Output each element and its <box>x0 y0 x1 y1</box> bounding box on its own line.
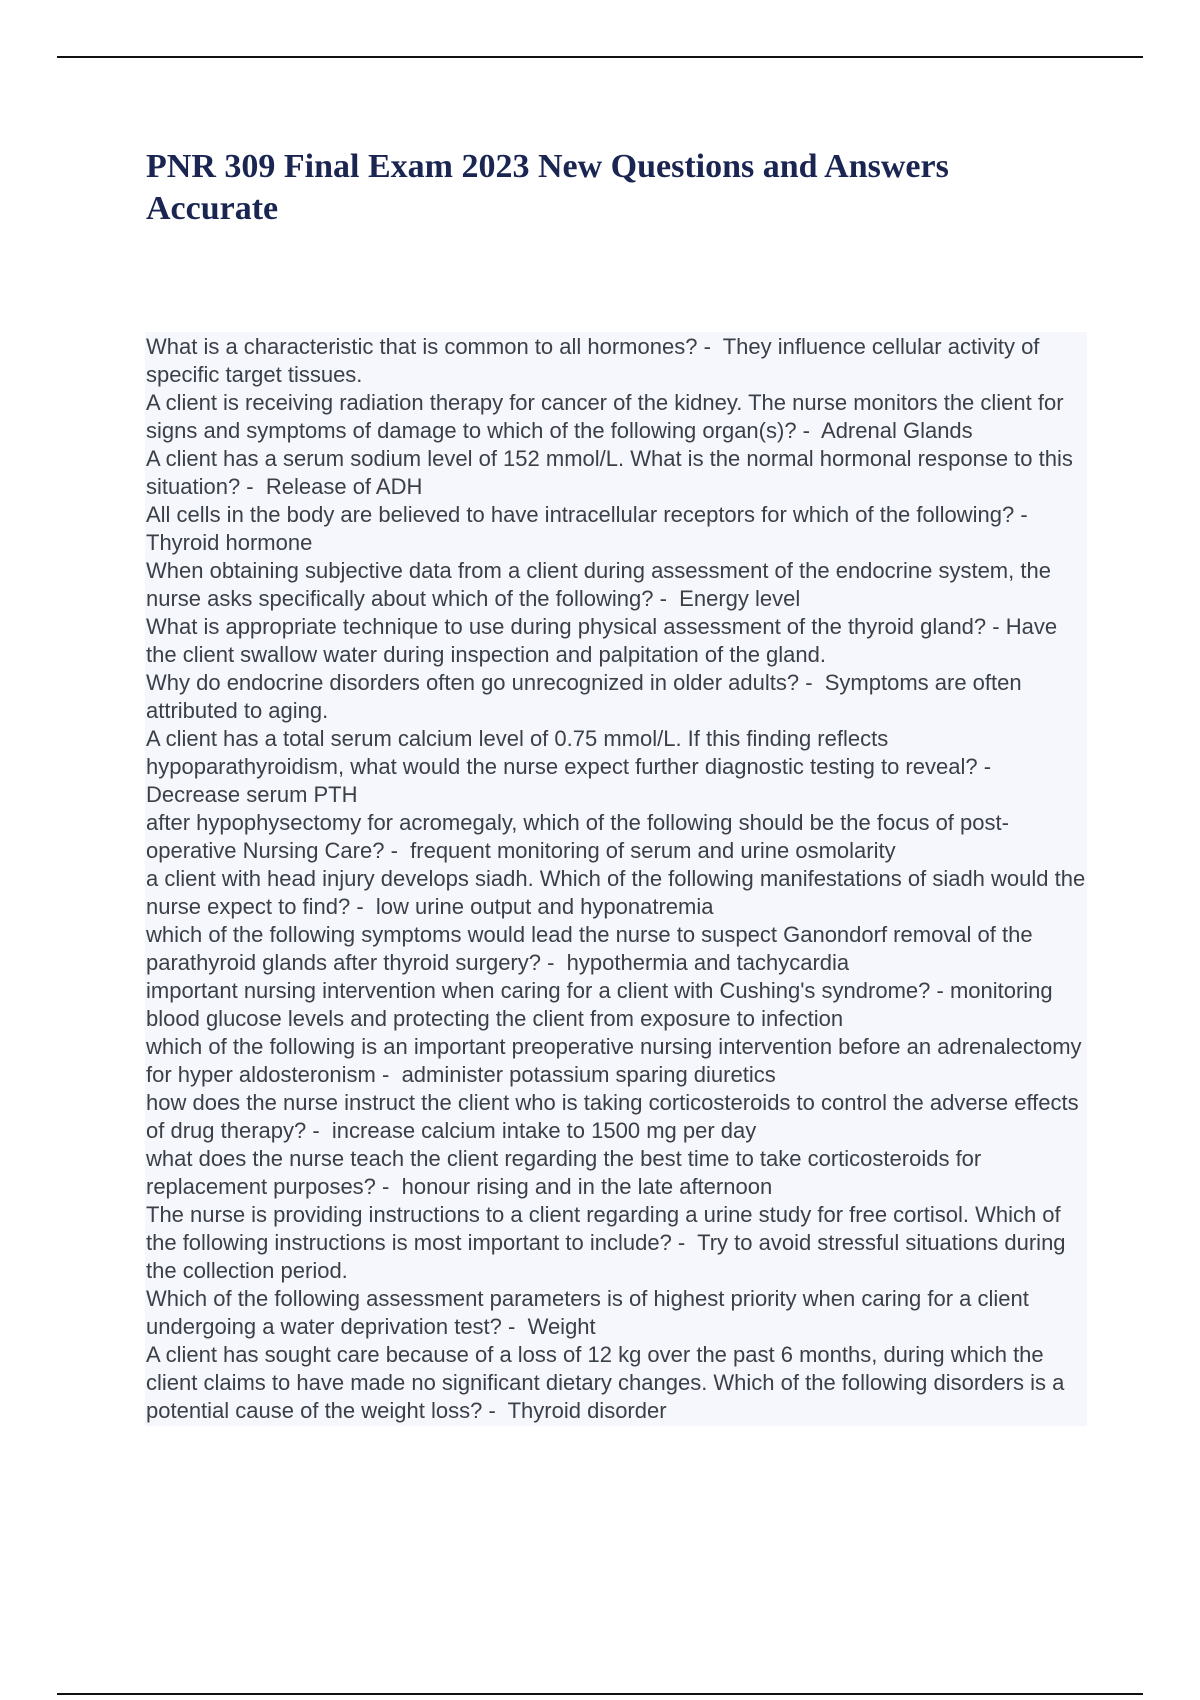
answer-text: Thyroid disorder <box>507 1398 667 1423</box>
qa-item: A client has a serum sodium level of 152 mmol/L. What is the normal hormonal response to this situation? - Release of ADH <box>146 445 1086 501</box>
qa-item: What is appropriate technique to use during physical assessment of the thyroid gland? - Have the client swallow water during inspection and palpitation of the gland. <box>146 613 1086 669</box>
qa-item: Which of the following assessment parameters is of highest priority when caring for a client undergoing a water deprivation test? - Weight <box>146 1285 1086 1341</box>
qa-item: a client with head injury develops siadh. Which of the following manifestations of siadh would the nurse expect to find? - low urine output and hyponatremia <box>146 866 1086 919</box>
qa-item: A client has sought care because of a loss of 12 kg over the past 6 months, during which the client claims to have made no significant dietary changes. Which of the following disorders is a potential cause of the weight loss? - Thyroid disorder <box>146 1341 1086 1425</box>
qa-item: how does the nurse instruct the client who is taking corticosteroids to control the adverse effects of drug therapy? - increase calcium intake to 1500 mg per day <box>146 1089 1086 1145</box>
answer-text: Symptoms are often attributed to aging. <box>146 670 1022 723</box>
question-text: after hypophysectomy for acromegaly, which of the following should be the focus of post-operative Nursing Care? <box>146 810 1009 863</box>
question-text: A client has a total serum calcium level of 0.75 mmol/L. If this finding reflects hypoparathyroidism, what would the nurse expect further diagnostic testing to reveal? <box>146 726 978 779</box>
top-divider <box>57 56 1143 58</box>
qa-item: Why do endocrine disorders often go unrecognized in older adults? - Symptoms are often attributed to aging. <box>146 669 1086 725</box>
question-text: A client has a serum sodium level of 152 mmol/L. What is the normal hormonal response to this situation? <box>146 446 1073 499</box>
qa-item: what does the nurse teach the client regarding the best time to take corticosteroids for replacement purposes? - honour rising and in the late afternoon <box>146 1145 1086 1201</box>
question-text: which of the following symptoms would lead the nurse to suspect Ganondorf removal of the parathyroid glands after thyroid surgery? <box>146 922 1033 975</box>
question-text: how does the nurse instruct the client who is taking corticosteroids to control the adverse effects of drug therapy? <box>146 1090 1079 1143</box>
qa-item: All cells in the body are believed to have intracellular receptors for which of the following? - Thyroid hormone <box>146 501 1086 557</box>
qa-item: important nursing intervention when caring for a client with Cushing's syndrome? - monitoring blood glucose levels and protecting the client from exposure to infection <box>146 977 1086 1033</box>
question-text: What is appropriate technique to use during physical assessment of the thyroid gland? <box>146 614 987 639</box>
qa-item: What is a characteristic that is common to all hormones? - They influence cellular activity of specific target tissues. <box>146 333 1086 389</box>
question-text: Which of the following assessment parameters is of highest priority when caring for a client undergoing a water deprivation test? <box>146 1286 1029 1339</box>
answer-text: Energy level <box>679 586 801 611</box>
answer-text: Try to avoid stressful situations during the collection period. <box>146 1230 1066 1283</box>
question-text: When obtaining subjective data from a client during assessment of the endocrine system, the nurse asks specifically about which of the following? <box>146 558 1051 611</box>
question-text: Why do endocrine disorders often go unrecognized in older adults? <box>146 670 800 695</box>
answer-text: increase calcium intake to 1500 mg per day <box>331 1118 757 1143</box>
qa-item: The nurse is providing instructions to a client regarding a urine study for free cortisol. Which of the following instructions is most important to include? - Try to avoid stressful situations during the collection period. <box>146 1201 1086 1285</box>
question-text: a client with head injury develops siadh. Which of the following manifestations of siadh would the nurse expect to find? <box>146 866 1086 919</box>
question-text: what does the nurse teach the client regarding the best time to take corticosteroids for replacement purposes? <box>146 1146 982 1199</box>
answer-text: Weight <box>527 1314 596 1339</box>
answer-text: Adrenal Glands <box>821 418 973 443</box>
answer-text: honour rising and in the late afternoon <box>401 1174 773 1199</box>
answer-text: frequent monitoring of serum and urine osmolarity <box>410 838 896 863</box>
document-title: PNR 309 Final Exam 2023 New Questions and Answers Accurate <box>146 148 949 227</box>
question-text: A client has sought care because of a loss of 12 kg over the past 6 months, during which the client claims to have made no significant dietary changes. Which of the following disorders is a potential cause of the weight loss? <box>146 1342 1065 1423</box>
answer-text: monitoring blood glucose levels and protecting the client from exposure to infection <box>146 978 1053 1031</box>
answer-text: Decrease serum PTH <box>146 782 358 807</box>
question-text: What is a characteristic that is common to all hormones? <box>146 334 698 359</box>
answer-text: administer potassium sparing diuretics <box>401 1062 776 1087</box>
question-text: All cells in the body are believed to have intracellular receptors for which of the following? <box>146 502 1015 527</box>
qa-item: A client is receiving radiation therapy for cancer of the kidney. The nurse monitors the client for signs and symptoms of damage to which of the following organ(s)? - Adrenal Glands <box>146 389 1086 445</box>
qa-item: which of the following is an important preoperative nursing intervention before an adrenalectomy for hyper aldosteronism - administer potassium sparing diuretics <box>146 1033 1086 1089</box>
answer-text: low urine output and hyponatremia <box>375 894 714 919</box>
answer-text: Release of ADH <box>265 474 423 499</box>
answer-text: They influence cellular activity of specific target tissues. <box>146 334 1040 387</box>
answer-text: Have the client swallow water during inspection and palpitation of the gland. <box>146 614 1058 667</box>
question-text: The nurse is providing instructions to a client regarding a urine study for free cortisol. Which of the following instructions is most important to include? <box>146 1202 1061 1255</box>
question-text: A client is receiving radiation therapy for cancer of the kidney. The nurse monitors the client for signs and symptoms of damage to which of the following organ(s)? <box>146 390 1064 443</box>
question-text: which of the following is an important preoperative nursing intervention before an adrenalectomy for hyper aldosteronism <box>146 1034 1082 1087</box>
qa-item: after hypophysectomy for acromegaly, which of the following should be the focus of post-operative Nursing Care? - frequent monitoring of serum and urine osmolarity <box>146 809 1086 865</box>
qa-item: which of the following symptoms would lead the nurse to suspect Ganondorf removal of the parathyroid glands after thyroid surgery? - hypothermia and tachycardia <box>146 921 1086 977</box>
bottom-divider <box>57 1693 1143 1695</box>
answer-text: Thyroid hormone <box>146 530 313 555</box>
question-text: important nursing intervention when caring for a client with Cushing's syndrome? <box>146 978 931 1003</box>
qa-list <box>146 333 1086 1425</box>
qa-item: A client has a total serum calcium level of 0.75 mmol/L. If this finding reflects hypoparathyroidism, what would the nurse expect further diagnostic testing to reveal? - Decrease serum PTH <box>146 725 1086 809</box>
qa-item: When obtaining subjective data from a client during assessment of the endocrine system, the nurse asks specifically about which of the following? - Energy level <box>146 557 1086 613</box>
answer-text: hypothermia and tachycardia <box>566 950 850 975</box>
